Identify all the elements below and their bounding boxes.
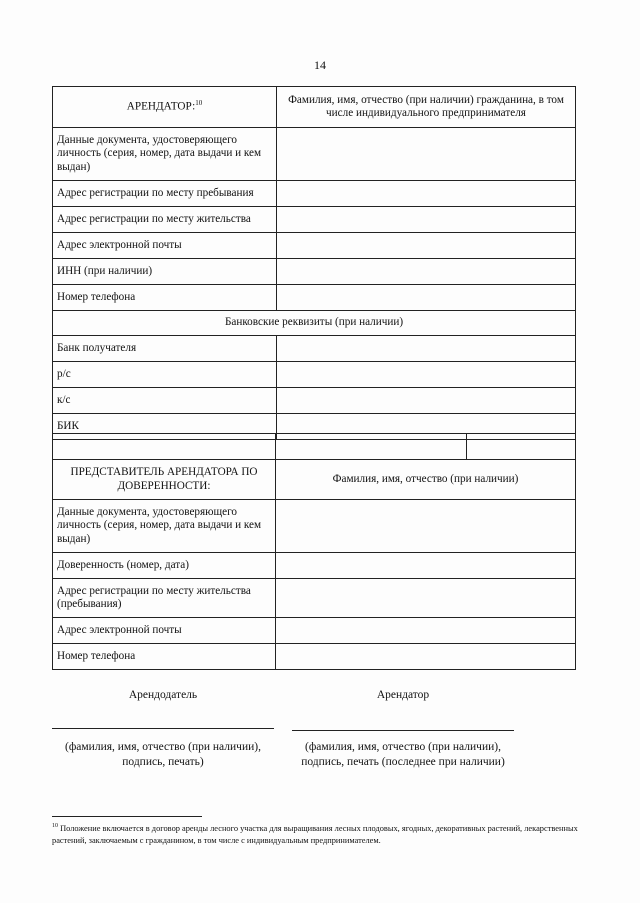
row-label: Доверенность (номер, дата) (53, 553, 276, 579)
row-label: Адрес регистрации по месту жительства (53, 207, 277, 233)
spacer-cell (53, 434, 276, 460)
tenant-header-name-field: Фамилия, имя, отчество (при наличии) гражданина, в том числе индивидуального предпринимателя (277, 87, 576, 128)
table-row (53, 579, 576, 618)
footnote-mark: 10 (52, 823, 58, 829)
page-number: 14 (314, 58, 326, 72)
row-value-cell[interactable] (277, 181, 576, 207)
row-value-cell[interactable] (277, 285, 576, 311)
row-value-cell[interactable] (277, 233, 576, 259)
representative-header-name-field: Фамилия, имя, отчество (при наличии) (276, 460, 576, 500)
tenant-signature-line[interactable] (292, 730, 514, 731)
row-label: ИНН (при наличии) (53, 259, 277, 285)
row-label: БИК (53, 414, 277, 440)
row-value-cell[interactable] (276, 500, 576, 553)
row-label: р/с (53, 362, 277, 388)
table-row (53, 207, 576, 233)
row-label: Адрес регистрации по месту жительства (пребывания) (53, 579, 276, 618)
row-value-cell[interactable] (277, 336, 576, 362)
table-row (53, 644, 576, 670)
table-row (53, 618, 576, 644)
footnote-rule (52, 816, 202, 817)
table-row (53, 128, 576, 181)
spacer-cell (276, 434, 576, 460)
lessor-caption: (фамилия, имя, отчество (при наличии), подпись, печать) (65, 741, 261, 768)
row-value-cell[interactable] (277, 388, 576, 414)
row-value-cell[interactable] (277, 128, 576, 181)
table-row (53, 388, 576, 414)
representative-table-header (53, 460, 576, 500)
table-row (53, 500, 576, 553)
row-label: Банк получателя (53, 336, 277, 362)
bank-section-title: Банковские реквизиты (при наличии) (53, 311, 576, 336)
row-value-cell[interactable] (276, 618, 576, 644)
table-row (53, 553, 576, 579)
table-row (53, 259, 576, 285)
row-label: Адрес электронной почты (53, 233, 277, 259)
footnote-text: Положение включается в договор аренды лесного участка для выращивания лесных плодовых, ягодных, декоративных растений, лекарственных растений, заключаемым с гражданином, в том числе с индивидуальным предпринимателем. (52, 823, 578, 845)
spacer-row (53, 434, 576, 460)
tenant-caption: (фамилия, имя, отчество (при наличии), подпись, печать (последнее при наличии) (301, 741, 505, 768)
table-row (53, 233, 576, 259)
tenant-title: Арендатор (376, 689, 430, 701)
representative-header-label: ПРЕДСТАВИТЕЛЬ АРЕНДАТОРА ПО ДОВЕРЕННОСТИ: (53, 460, 276, 500)
row-value-cell[interactable] (276, 644, 576, 670)
table-row (53, 336, 576, 362)
tenant-header-label (53, 87, 277, 128)
table-row (53, 362, 576, 388)
row-value-cell[interactable] (277, 259, 576, 285)
row-label: Данные документа, удостоверяющего личность (серия, номер, дата выдачи и кем выдан) (53, 128, 277, 181)
table-row (53, 285, 576, 311)
representative-table (52, 433, 576, 670)
table-row (53, 181, 576, 207)
lessor-signature-line[interactable] (52, 728, 274, 729)
bank-section-row (53, 311, 576, 336)
tenant-table (52, 86, 576, 440)
row-label: Данные документа, удостоверяющего личность (серия, номер, дата выдачи и кем выдан) (53, 500, 276, 553)
row-value-cell[interactable] (276, 579, 576, 618)
footnote (52, 822, 592, 847)
row-label: Адрес электронной почты (53, 618, 276, 644)
row-value-cell[interactable] (277, 362, 576, 388)
row-label: Адрес регистрации по месту пребывания (53, 181, 277, 207)
row-value-cell[interactable] (277, 207, 576, 233)
tenant-table-header (53, 87, 576, 128)
row-value-cell[interactable] (276, 553, 576, 579)
tenant-header-text: АРЕНДАТОР: (126, 101, 196, 114)
row-label: к/с (53, 388, 277, 414)
lessor-title: Арендодатель (128, 689, 198, 701)
row-label: Номер телефона (53, 644, 276, 670)
footnote-ref: 10 (195, 99, 203, 108)
divider (466, 434, 467, 459)
row-label: Номер телефона (53, 285, 277, 311)
